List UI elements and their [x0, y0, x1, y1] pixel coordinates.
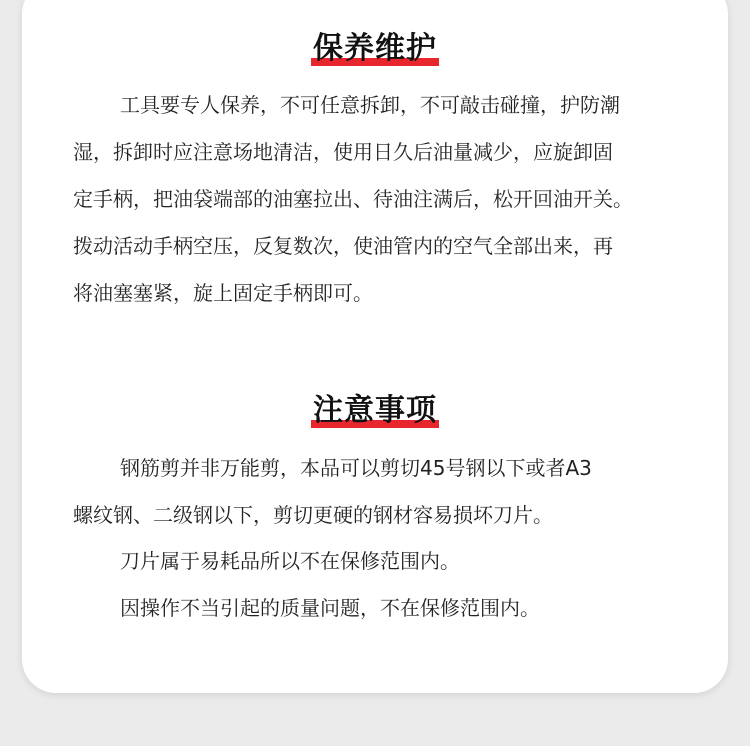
maintenance-line-4: 拨动活动手柄空压，反复数次，使油管内的空气全部出来，再	[73, 234, 613, 258]
precautions-line-2: 螺纹钢、二级钢以下，剪切更硬的钢材容易损坏刀片。	[73, 503, 553, 527]
maintenance-line-1: 工具要专人保养，不可任意拆卸，不可敲击碰撞，护防潮	[120, 93, 620, 117]
precautions-title	[0, 391, 750, 431]
precautions-line-1: 钢筋剪并非万能剪，本品可以剪切45号钢以下或者A3	[120, 456, 592, 480]
maintenance-line-5: 将油塞塞紧，旋上固定手柄即可。	[73, 281, 373, 305]
maintenance-line-3: 定手柄，把油袋端部的油塞拉出、待油注满后，松开回油开关。	[73, 187, 633, 211]
maintenance-title-text: 保养维护	[313, 31, 437, 66]
maintenance-title	[0, 29, 750, 69]
precautions-line-3: 刀片属于易耗品所以不在保修范围内。	[120, 549, 460, 573]
precautions-title-text: 注意事项	[313, 393, 437, 428]
precautions-line-4: 因操作不当引起的质量问题，不在保修范围内。	[120, 596, 540, 620]
maintenance-line-2: 湿，拆卸时应注意场地清洁，使用日久后油量减少，应旋卸固	[73, 140, 613, 164]
